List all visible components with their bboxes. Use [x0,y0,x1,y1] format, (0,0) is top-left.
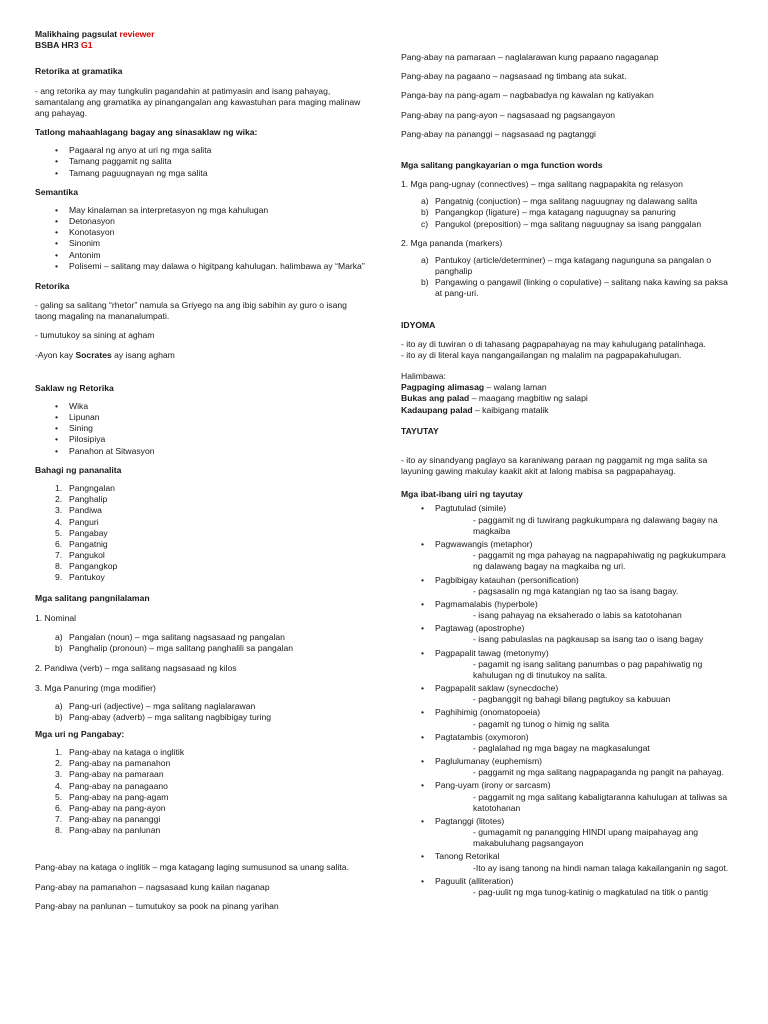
heading-uri-pangabay: Mga uri ng Pangabay: [35,728,125,739]
list-item: 6. Pangatnig [55,538,108,549]
list-item: • Pagpapalit saklaw (synecdoche) - pagbanggit ng bahagi bilang pagtukoy sa kabuuan [401,683,736,705]
list-item: • Pagaaral ng anyo at uri ng mga salita [35,145,370,156]
list-item: • Tamang paggamit ng salita [35,156,370,167]
list-uri-pangabay [35,747,370,836]
list-nominal [35,632,370,654]
list-item: • Lipunan [35,412,370,423]
list-item: 1. Pangngalan [55,482,115,493]
paragraph-retorika-2: - tumutukoy sa sining at agham [35,330,155,341]
heading-idyoma: IDYOMA [401,319,436,330]
right-column [401,0,736,900]
list-uri-tayutay [401,503,736,898]
heading-uri-tayutay: Mga ibat-ibang uiri ng tayutay [401,489,523,500]
label-pananda: 2. Mga pananda (markers) [401,237,503,248]
list-item: 5. Pang-abay na pang-agam [55,791,169,802]
label-panuring: 3. Mga Panuring (mga modifier) [35,683,156,694]
list-pananda [401,255,736,300]
list-item: • Wika [35,401,370,412]
list-item: • Pagtawag (apostrophe) - isang pabulaslas na pagkausap sa isang tao o isang bagay [401,623,736,645]
list-saklaw [35,401,370,457]
paragraph-retorika-1: - galing sa salitang “rhetor” namula sa Griyego na ang ibig sabihin ay guro o isang taong magaling na mananalumpati. [35,300,347,322]
list-item: 3. Pang-abay na pamaraan [55,769,164,780]
list-pangugnay [401,196,736,230]
list-item: • Tanong Retorikal -Ito ay isang tanong na hindi naman talaga kakailanganin ng sagot. [401,851,736,873]
paragraph-idyoma-1: - ito ay di tuwiran o di tahasang pagpapahayag na may kahulugang patalinhaga. [401,338,706,349]
list-item: • Pang-uyam (irony or sarcasm) - paggamit ng mga salitang kabaligtaranna kahulugan at taliwas sa katotohanan [401,780,736,814]
definition-paragraph: Panga-bay na pang-agam – nagbabadya ng kawalan ng katiyakan [401,90,654,101]
definition-paragraph: Pang-abay na pamaraan – naglalarawan kung papaano nagaganap [401,52,659,62]
list-item: a) Pangalan (noun) – mga salitang nagsasaad ng pangalan [55,631,285,642]
list-item: c) Pangukol (preposition) – mga salitang naguugnay sa isang panggalan [421,218,702,229]
label-halimbawa: Halimbawa: [401,371,446,382]
list-semantika [35,205,370,272]
list-item: • Polisemi – salitang may dalawa o higitpang kahulugan. halimbawa ay “Marka” [35,261,370,272]
list-item: 1. Pang-abay na kataga o inglitik [55,747,185,758]
list-item: • Detonasyon [35,216,370,227]
list-tatlong-bagay [35,145,370,179]
document-title: Malikhaing pagsulat reviewer [35,29,155,39]
list-item: • Konotasyon [35,227,370,238]
heading-function-words: Mga salitang pangkayarian o mga function words [401,159,603,170]
heading-pangnilalaman: Mga salitang pangnilalaman [35,592,150,603]
list-item: 2. Pang-abay na pamanahon [55,758,171,769]
paragraph-tayutay: - ito ay sinandyang paglayo sa karaniwang paraan ng paggamit ng mga salita sa layuning gawing makulay kaakit akit at lalong mabisa sa pagpapahayag. [401,454,708,477]
list-item: • Pagtatambis (oxymoron) - paglalahad ng mga bagay na magkasalungat [401,732,736,754]
paragraph-retorika-gramatika: - ang retorika ay may tungkulin pagandahin at patimyasin and isang pahayag, samantalang ang gramatika ay pinangangalan ang kawastuhan para maging malinaw ang pahayag. [35,85,361,118]
list-item: • Paglulumanay (euphemism) - paggamit ng mga salitang nagpapaganda ng pangit na pahayag. [401,756,736,778]
definition-paragraph: Pang-abay na pananggi – nagsasaad ng pagtanggi [401,128,596,139]
list-item: b) Pang-abay (adverb) – mga salitang nagbibigay turing [55,711,272,722]
list-item: • May kinalaman sa interpretasyon ng mga kahulugan [35,205,370,216]
list-panuring [35,701,370,723]
idiom-example: Bukas ang palad – maagang magbitiw ng salapi [401,393,588,404]
label-pangugnay: 1. Mga pang-ugnay (connectives) – mga salitang nagpapakita ng relasyon [401,179,683,190]
heading-tatlong-bagay: Tatlong mahaahlagang bagay ang sinasaklaw ng wika: [35,127,258,138]
definition-paragraph: Pang-abay na kataga o inglitik – mga katagang laging sumusunod sa unang salita. [35,862,349,873]
list-item: a) Pantukoy (article/determiner) – mga katagang nagunguna sa pangalan o panghalip [421,254,712,277]
heading-retorika-gramatika: Retorika at gramatika [35,66,123,77]
list-item: • Paghihimig (onomatopoeia) - pagamit ng tunog o himig ng salita [401,707,736,729]
definition-paragraph: Pang-abay na pang-ayon – nagsasaad ng pagsangayon [401,109,616,120]
course-label: BSBA HR3 G1 [35,40,93,51]
list-item: b) Panghalip (pronoun) – mga salitang panghalili sa pangalan [55,643,294,654]
list-item: 2. Panghalip [55,494,108,505]
heading-bahagi: Bahagi ng pananalita [35,464,122,475]
list-item: 7. Pang-abay na pananggi [55,814,161,825]
list-item: 9. Pantukoy [55,572,105,583]
idiom-example: Pagpaging alimasag – walang laman [401,382,547,393]
list-item: a) Pangatnig (conjuction) – mga salitang naguugnay ng dalawang salita [421,196,698,207]
list-item: • Pagwawangis (metaphor) - paggamit ng mga pahayag na nagpapahiwatig ng pagkukumpara ng dalawang bagay na magkaiba ng uri. [401,539,736,573]
list-item: • Pagbibigay katauhan (personification) - pagsasalin ng mga katangian ng tao sa isang bagay. [401,575,736,597]
label-pandiwa: 2. Pandiwa (verb) – mga salitang nagsasaad ng kilos [35,663,237,674]
idiom-example: Kadaupang palad – kaibigang matalik [401,404,549,415]
list-item: • Pagmamalabis (hyperbole) - isang pahayag na eksaherado o labis sa katotohanan [401,599,736,621]
list-item: 5. Pangabay [55,527,108,538]
definition-paragraph: Pang-abay na pamanahon – nagsasaad kung kailan naganap [35,881,270,892]
heading-tayutay: TAYUTAY [401,425,439,436]
list-item: • Tamang paguugnayan ng mga salita [35,168,370,179]
definition-paragraph: Pang-abay na pagaano – nagsasaad ng timbang ata sukat. [401,71,627,82]
list-item: • Pagtanggi (litotes) - gumagamit ng panangging HINDI upang maipahayag ang makabuluhang pagsangayon [401,816,736,850]
list-item: 4. Panguri [55,516,99,527]
paragraph-retorika-3: -Ayon kay Socrates ay isang agham [35,349,175,360]
list-item: 8. Pangangkop [55,561,118,572]
list-bahagi [35,483,370,584]
list-item: a) Pang-uri (adjective) – mga salitang naglalarawan [55,700,256,711]
list-item: 8. Pang-abay na panlunan [55,825,161,836]
heading-semantika: Semantika [35,186,78,197]
list-item: 3. Pandiwa [55,505,102,516]
list-item: • Paguulit (alliteration) - pag-uulit ng mga tunog-katinig o magkatulad na titik o pantig [401,876,736,898]
list-item: b) Pangawing o pangawil (linking o copulative) – salitang naka kawing sa paksa at pang-uri. [421,277,728,299]
list-item: 6. Pang-abay na pang-ayon [55,802,166,813]
list-item: 4. Pang-abay na panagaano [55,780,168,791]
list-item: b) Pangangkop (ligature) – mga katagang naguugnay sa panuring [421,207,676,218]
paragraph-idyoma-2: - ito ay di literal kaya nangangailangan ng malalim na pagpapakahulugan. [401,349,682,360]
heading-retorika: Retorika [35,280,70,291]
heading-saklaw: Saklaw ng Retorika [35,382,114,393]
list-item: • Sining [35,423,370,434]
list-item: • Pilosipiya [35,434,370,445]
list-item: • Pagtutulad (simile) - paggamit ng di tuwirang pagkukumpara ng dalawang bagay na magkaiba [401,503,736,537]
list-item: • Antonim [35,250,370,261]
definition-paragraph: Pang-abay na panlunan – tumutukoy sa pook na pinang yarihan [35,900,279,911]
list-item: • Pagpapalit tawag (metonymy) - pagamit ng isang salitang panumbas o pag papahiwatig ng kahulugan ng di tinutukoy na salita. [401,648,736,682]
list-item: • Panahon at Sitwasyon [35,446,370,457]
left-column [35,0,370,912]
label-nominal: 1. Nominal [35,612,77,623]
list-item: • Sinonim [35,238,370,249]
list-item: 7. Pangukol [55,550,105,561]
